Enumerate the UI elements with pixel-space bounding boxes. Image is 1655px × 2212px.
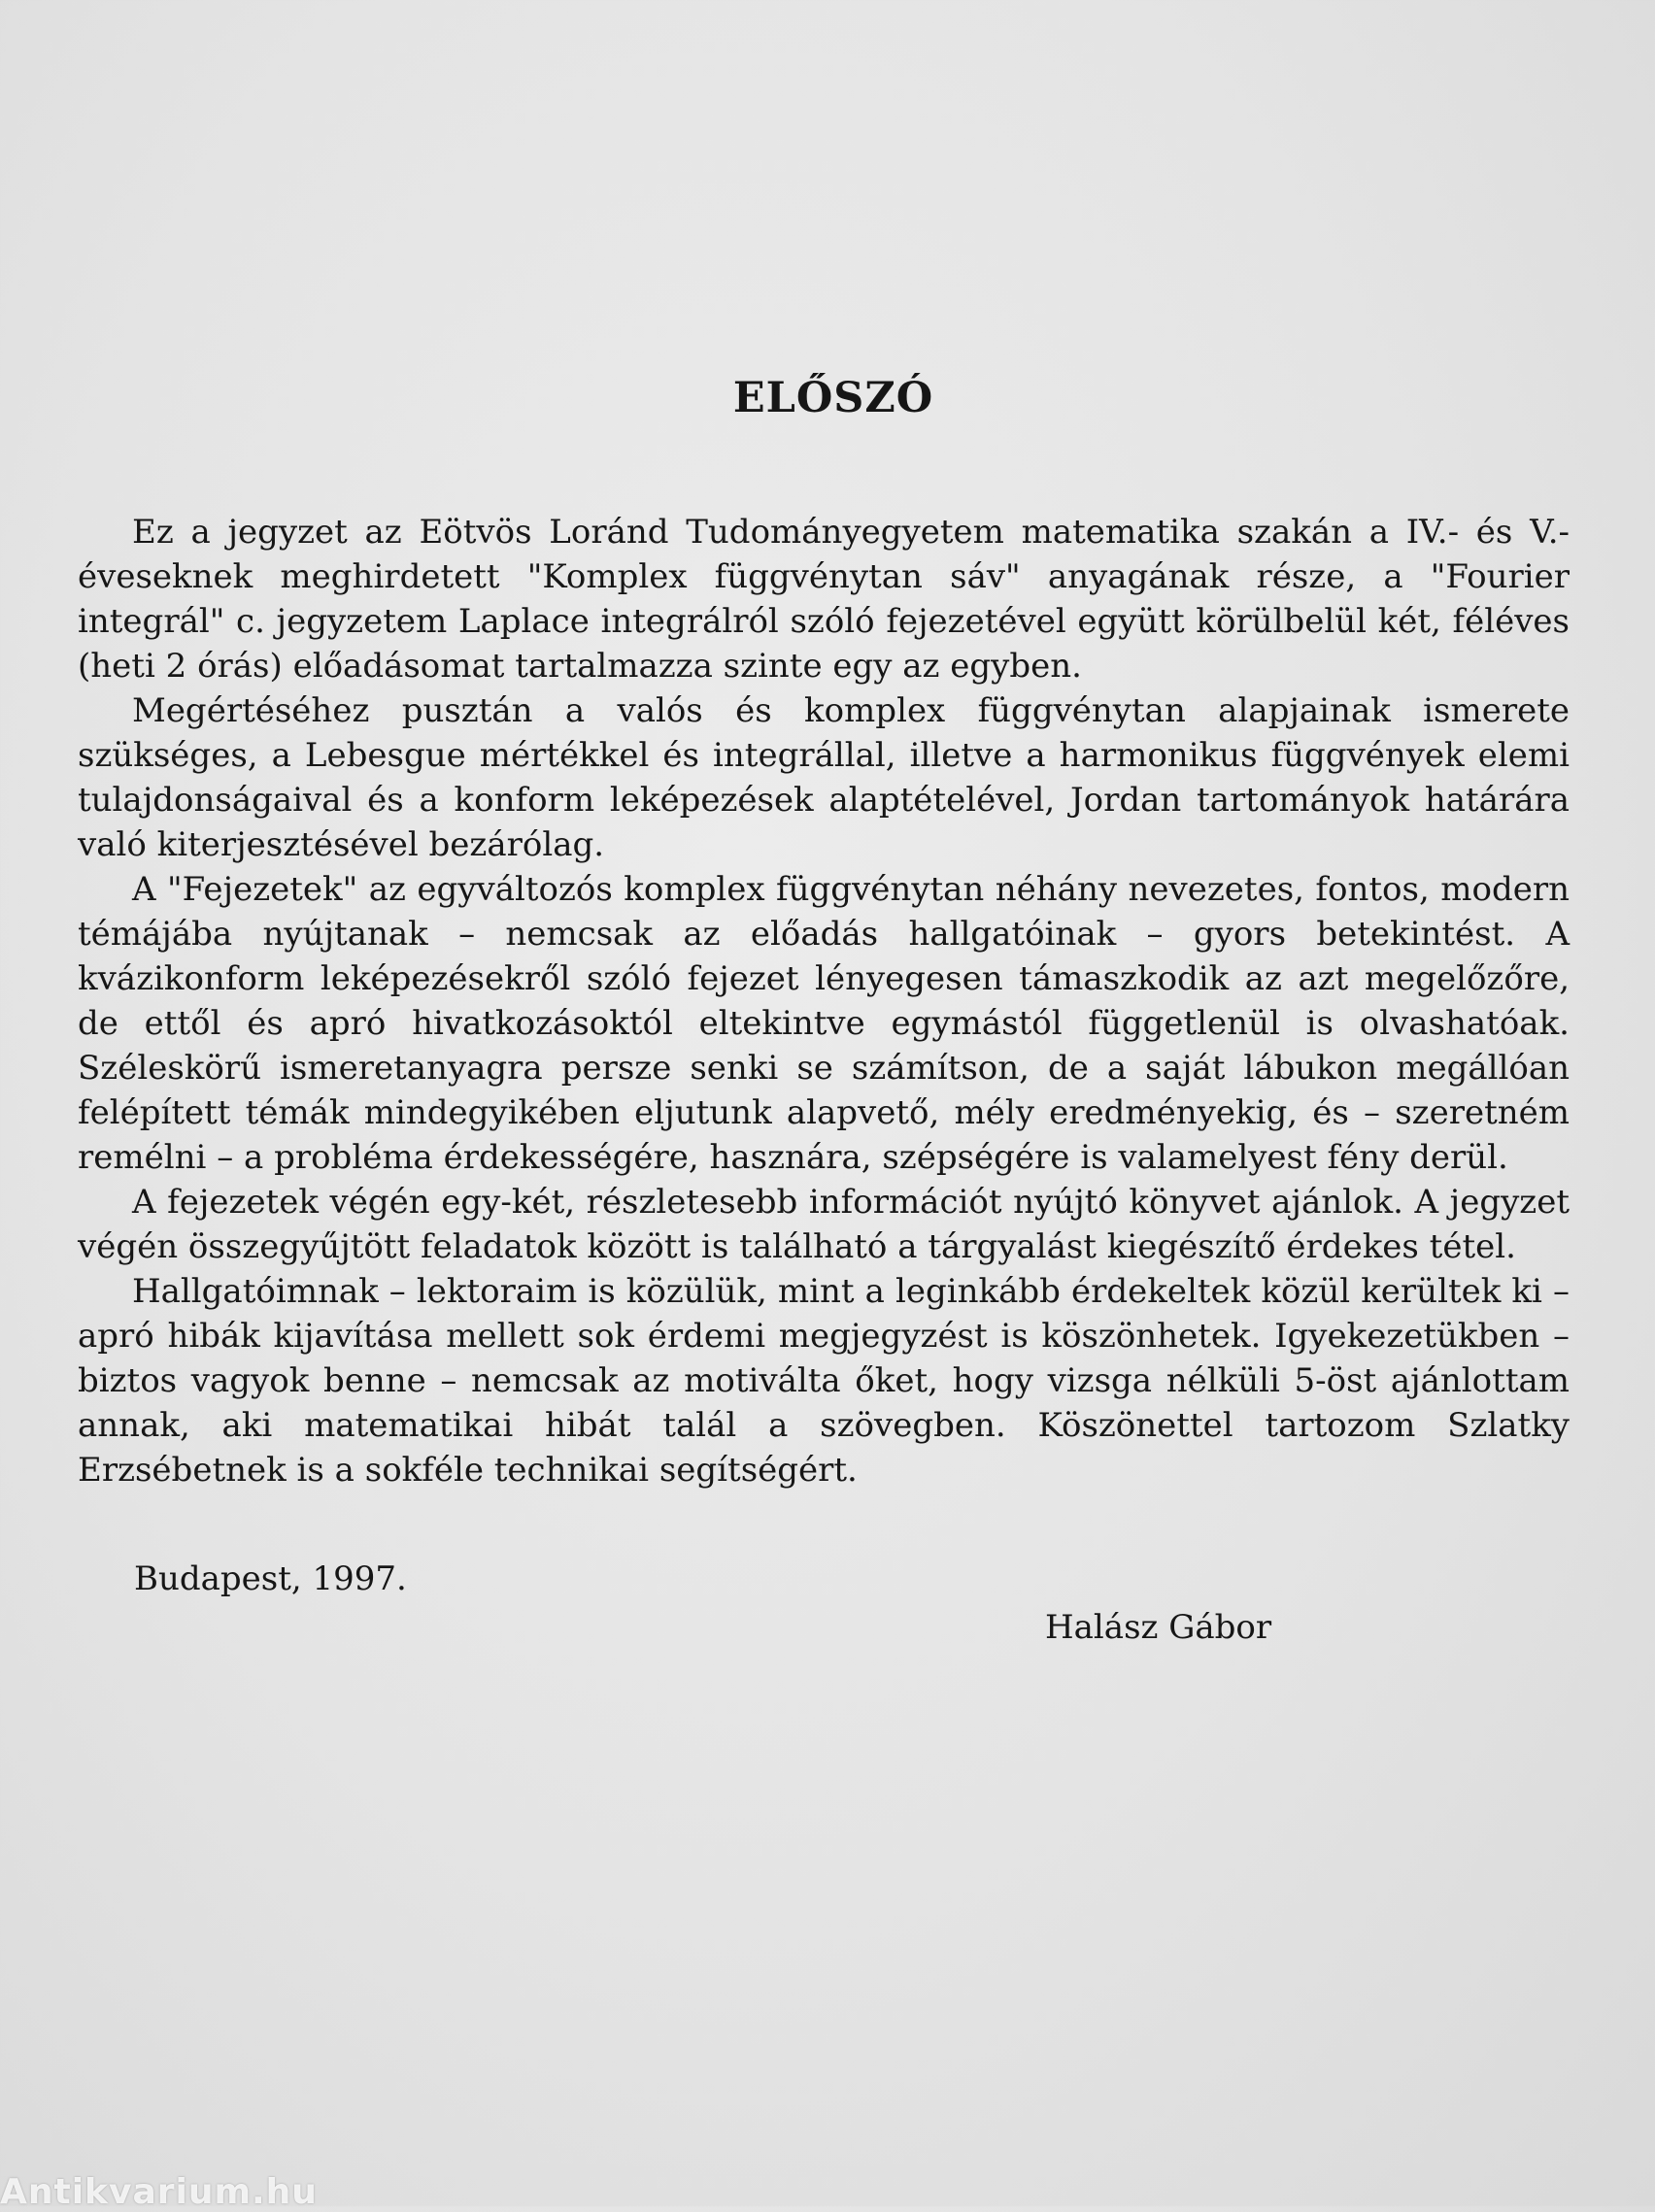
paragraph-4: A fejezetek végén egy-két, részletesebb információt nyújtó könyvet ajánlok. A jegyzet végén összegyűjtött feladatok között is található a tárgyalást kiegészítő érdekes tétel. [78,1183,1570,1266]
page-title: ELŐSZÓ [732,374,934,422]
author-name: Halász Gábor [1045,1608,1272,1647]
preface-body [78,510,1570,1492]
paragraph-2: Megértéséhez pusztán a valós és komplex függvénytan alapjainak ismerete szükséges, a Lebesgue mértékkel és integrállal, illetve a harmonikus függvények elemi tulajdonságaival és a konform leképezések alaptételével, Jordan tartományok határára való kiterjesztésével bezárólag. [78,691,1570,864]
place-and-date: Budapest, 1997. [134,1559,407,1598]
paragraph-5: Hallgatóimnak – lektoraim is közülük, mint a leginkább érdekeltek közül kerültek ki – apró hibák kijavítása mellett sok érdemi megjegyzést is köszönhetek. Igyekezetükben – biztos vagyok benne – nemcsak az motiválta őket, hogy vizsga nélküli 5-öst ajánlottam annak, aki matematikai hibát talál a szövegben. Köszönettel tartozom Szlatky Erzsébetnek is a sokféle technikai segítségért. [78,1272,1570,1490]
paragraph-1: Ez a jegyzet az Eötvös Loránd Tudományegyetem matematika szakán a IV.- és V.-éveseknek meghirdetett "Komplex függvénytan sáv" anyagának része, a "Fourier integrál" c. jegyzetem Laplace integrálról szóló fejezetével együtt körülbelül két, féléves (heti 2 órás) előadásomat tartalmazza szinte egy az egyben. [78,513,1570,686]
paragraph-3: A "Fejezetek" az egyváltozós komplex függvénytan néhány nevezetes, fontos, modern témájába nyújtanak – nemcsak az előadás hallgatóinak – gyors betekintést. A kvázikonform leképezésekről szóló fejezet lényegesen támaszkodik az azt megelőzőre, de ettől és apró hivatkozásoktól eltekintve egymástól függetlenül is olvashatóak. Széleskörű ismeretanyagra persze senki se számítson, de a saját lábukon megállóan felépített témák mindegyikében eljutunk alapvető, mély eredményekig, és – szeretném remélni – a probléma érdekességére, hasznára, szépségére is valamelyest fény derül. [78,870,1570,1177]
watermark: Antikvarium.hu [0,2172,318,2212]
